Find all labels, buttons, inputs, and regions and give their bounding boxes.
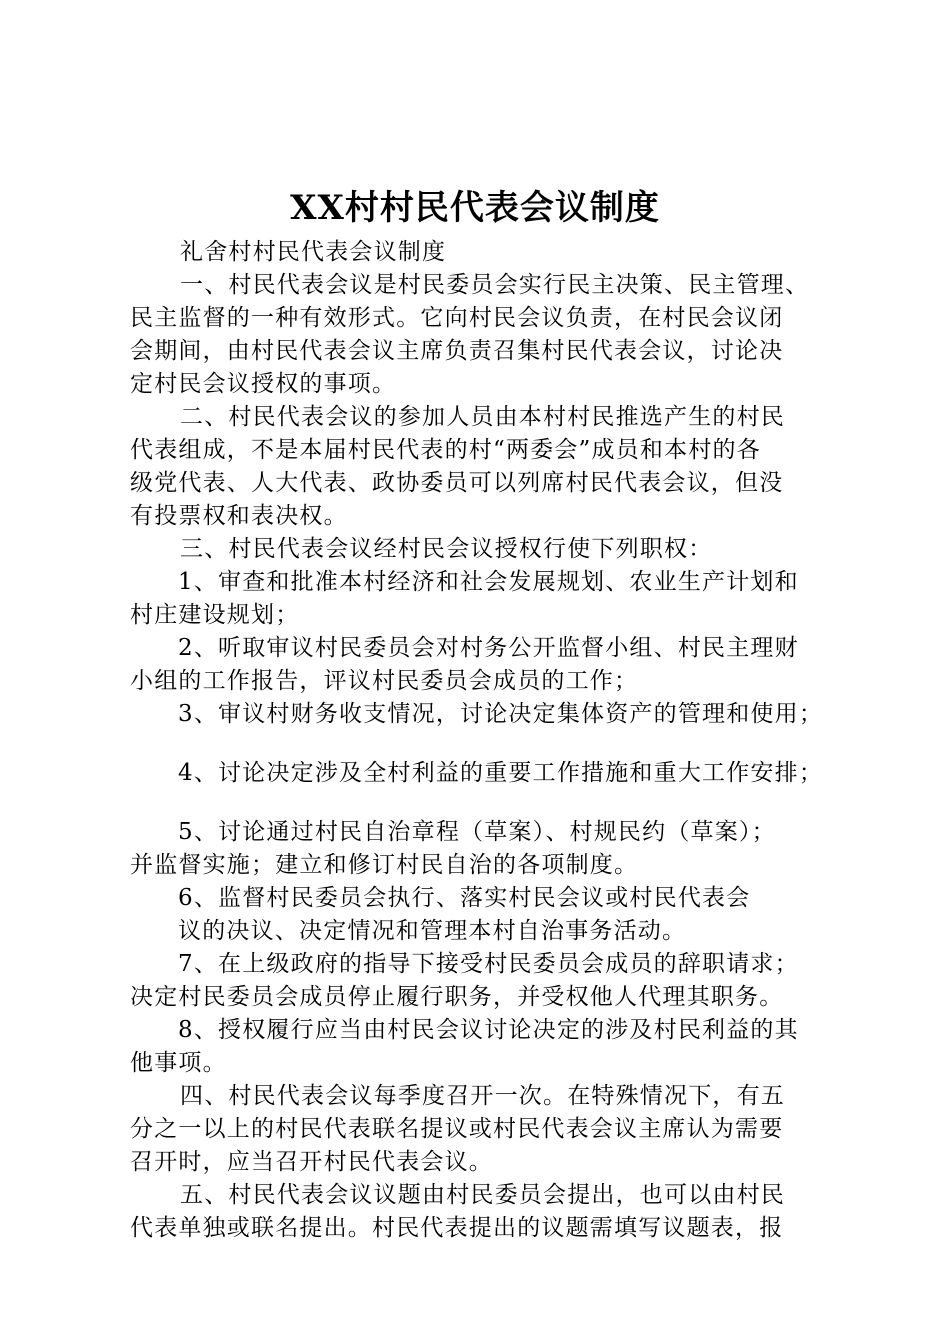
paragraph-line: 二、村民代表会议的参加人员由本村村民推选产生的村民 bbox=[180, 404, 785, 430]
paragraph-line: 7、在上级政府的指导下接受村民委员会成员的辞职请求； bbox=[178, 951, 799, 977]
paragraph-line: 民主监督的一种有效形式。它向村民会议负责，在村民会议闭 bbox=[130, 305, 784, 331]
paragraph-line: 一、村民代表会议是村民委员会实行民主决策、民主管理、 bbox=[180, 272, 810, 298]
paragraph-line: 定村民会议授权的事项。 bbox=[130, 371, 397, 397]
paragraph-line: 1、审查和批准本村经济和社会发展规划、农业生产计划和 bbox=[178, 569, 799, 595]
paragraph-line: 代表组成，不是本届村民代表的村“两委会”成员和本村的各 bbox=[130, 437, 761, 463]
paragraph-line: 村庄建设规划； bbox=[130, 602, 300, 628]
paragraph-line: 他事项。 bbox=[130, 1050, 227, 1076]
document-title: XX村村民代表会议制度 bbox=[290, 188, 660, 228]
paragraph-line: 8、授权履行应当由村民会议讨论决定的涉及村民利益的其 bbox=[178, 1017, 799, 1043]
paragraph-line: 3、审议村财务收支情况，讨论决定集体资产的管理和使用； bbox=[178, 701, 824, 727]
paragraph-line: 决定村民委员会成员停止履行职务，并受权他人代理其职务。 bbox=[130, 984, 784, 1010]
paragraph-line: 召开时，应当召开村民代表会议。 bbox=[130, 1149, 493, 1175]
paragraph-line: 分之一以上的村民代表联名提议或村民代表会议主席认为需要 bbox=[130, 1116, 784, 1142]
paragraph-line: 会期间，由村民代表会议主席负责召集村民代表会议，讨论决 bbox=[130, 338, 784, 364]
paragraph-line: 有投票权和表决权。 bbox=[130, 503, 348, 529]
paragraph-line: 三、村民代表会议经村民会议授权行使下列职权： bbox=[180, 536, 713, 562]
paragraph-line: 五、村民代表会议议题由村民委员会提出，也可以由村民 bbox=[180, 1182, 785, 1208]
paragraph-line: 6、监督村民委员会执行、落实村民会议或村民代表会 bbox=[178, 885, 751, 911]
paragraph-line: 代表单独或联名提出。村民代表提出的议题需填写议题表，报 bbox=[130, 1215, 784, 1241]
paragraph-line: 礼舍村村民代表会议制度 bbox=[180, 239, 447, 265]
paragraph-line: 2、听取审议村民委员会对村务公开监督小组、村民主理财 bbox=[178, 635, 799, 661]
paragraph-line: 四、村民代表会议每季度召开一次。在特殊情况下，有五 bbox=[180, 1083, 785, 1109]
paragraph-line: 议的决议、决定情况和管理本村自治事务活动。 bbox=[178, 918, 687, 944]
paragraph-line: 小组的工作报告，评议村民委员会成员的工作； bbox=[130, 668, 639, 694]
paragraph-line: 并监督实施；建立和修订村民自治的各项制度。 bbox=[130, 852, 639, 878]
paragraph-line: 级党代表、人大代表、政协委员可以列席村民代表会议，但没 bbox=[130, 470, 784, 496]
paragraph-line: 5、讨论通过村民自治章程（草案）、村规民约（草案）； bbox=[178, 819, 776, 845]
paragraph-line: 4、讨论决定涉及全村利益的重要工作措施和重大工作安排； bbox=[178, 760, 824, 786]
